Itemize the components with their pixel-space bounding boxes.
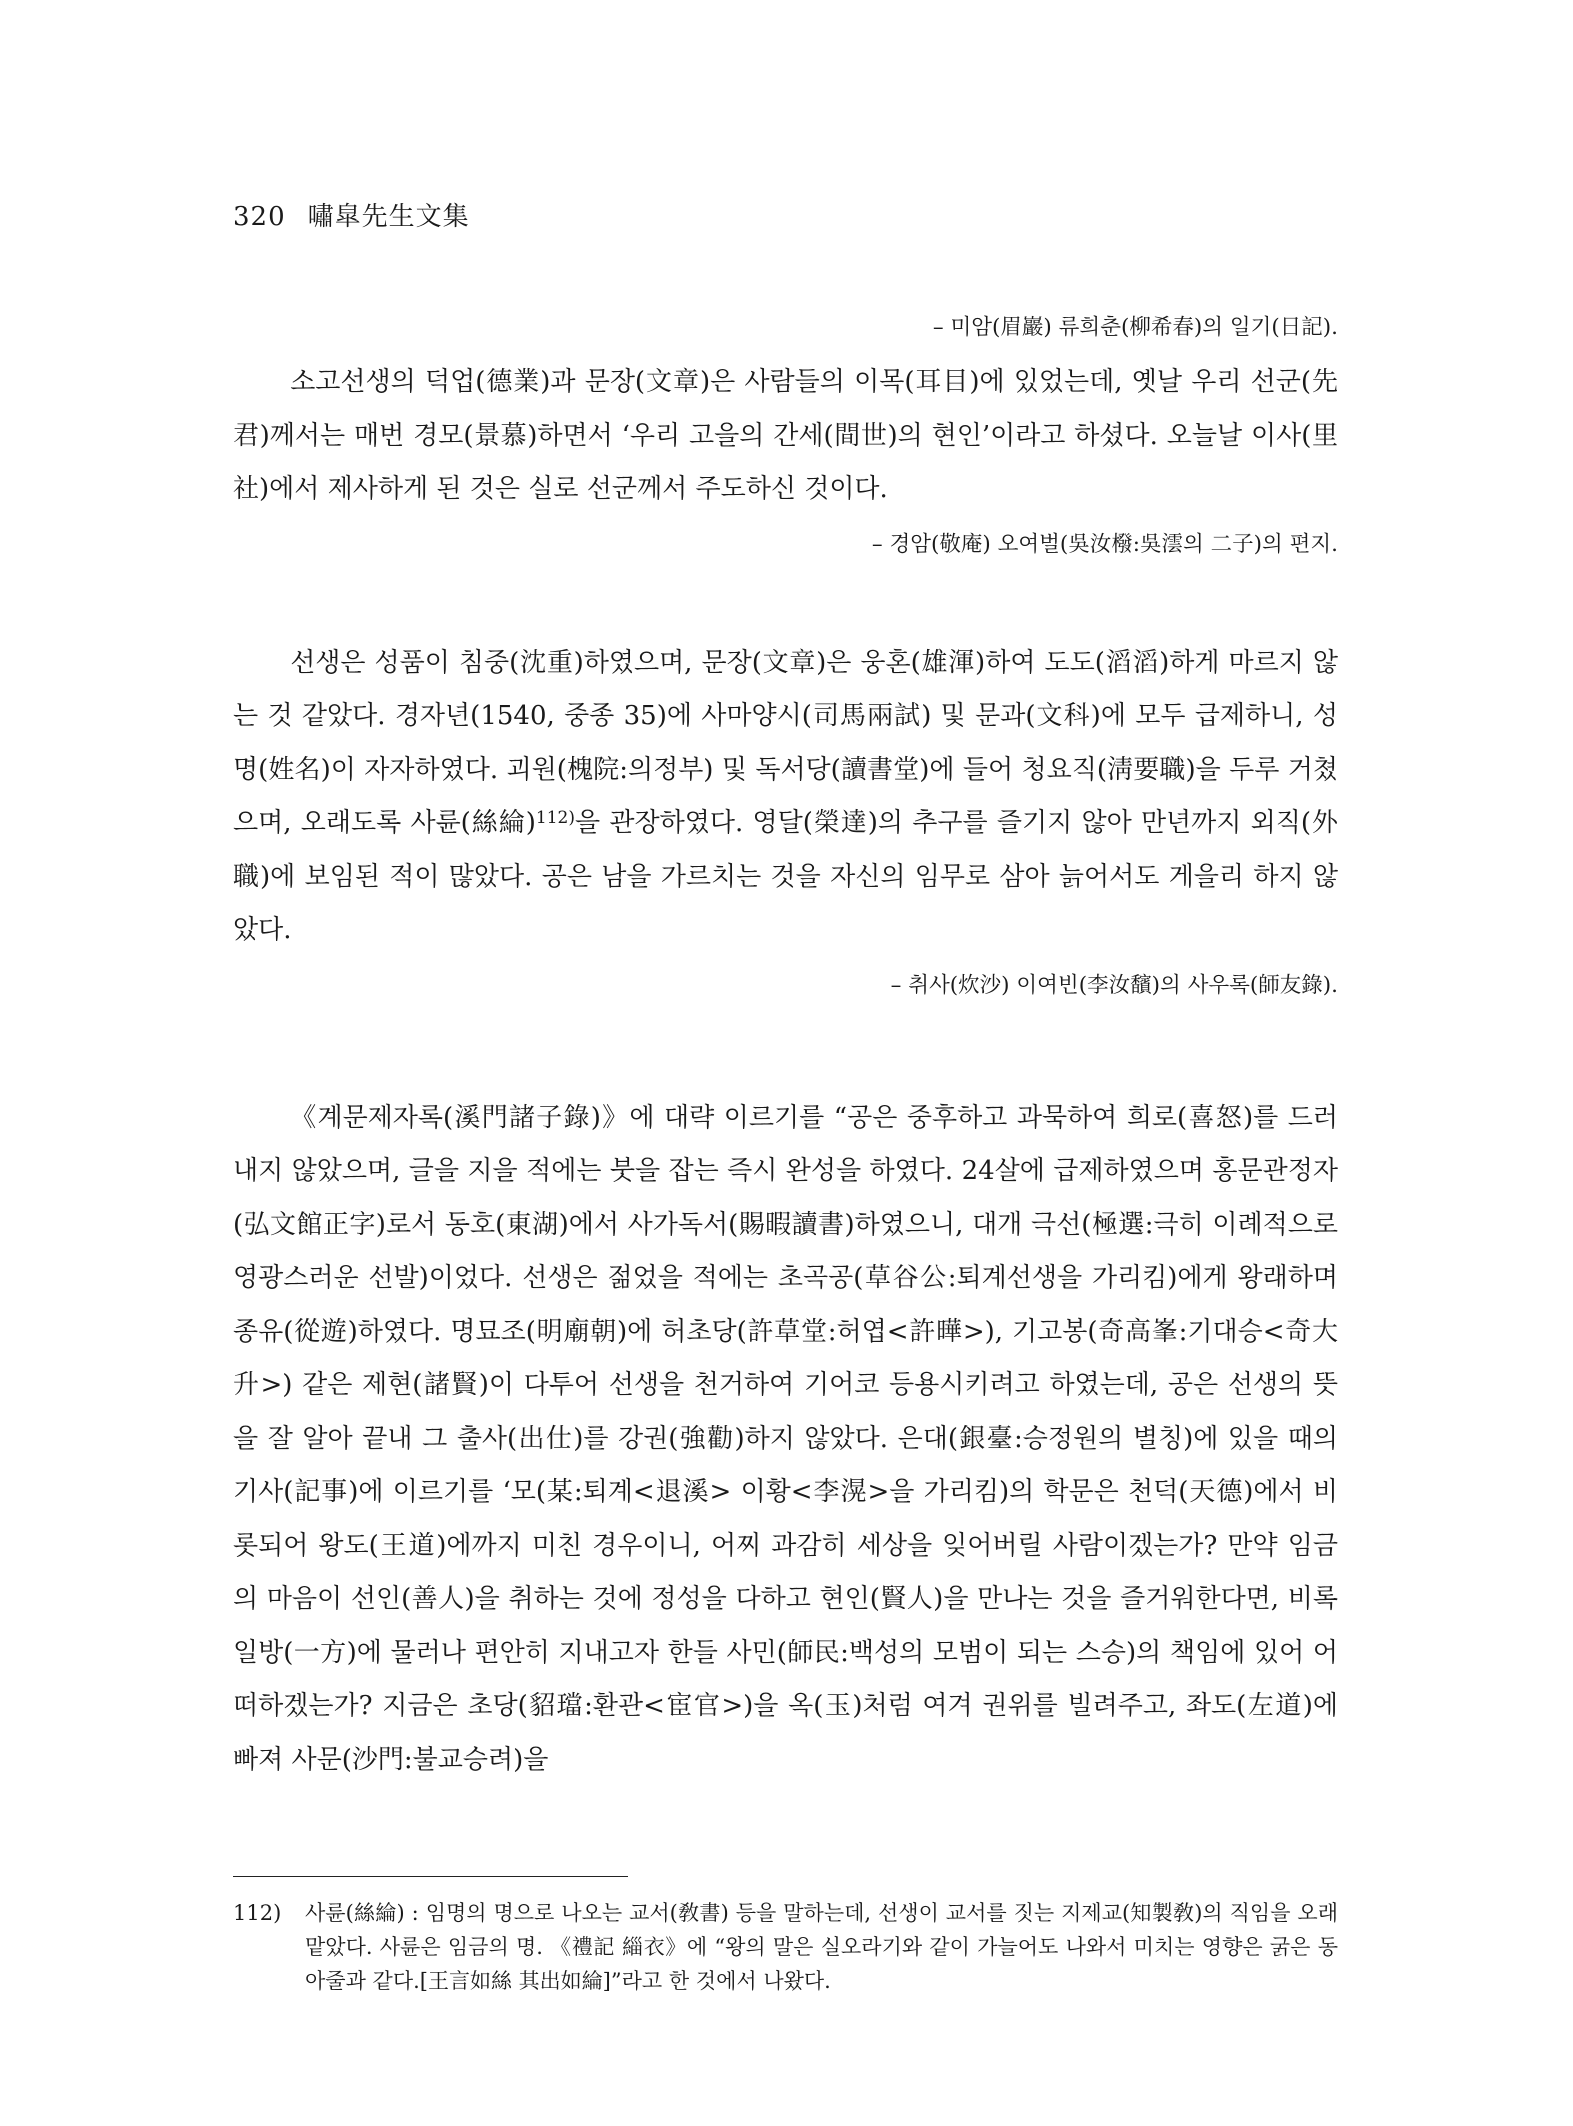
footnote-text: 사륜(絲綸) : 임명의 명으로 나오는 교서(敎書) 등을 말하는데, 선생이 교서를 짓는 지제교(知製敎)의 직임을 오래 맡았다. 사륜은 임금의 명. 《禮記 緇衣》에 “왕의 말은 실오라기와 같이 가늘어도 나와서 미치는 영향은 굵은 동아줄과 같다.[王言如絲 其出如綸]”라고 한 것에서 나왔다. — [305, 1901, 1338, 1993]
page-number: 320 — [233, 202, 286, 232]
footnote-divider — [233, 1876, 628, 1877]
running-header — [233, 196, 470, 233]
paragraph-character-part2: 을 관장하였다. 영달(榮達)의 추구를 즐기지 않아 만년까지 외직(外職)에 보임된 적이 많았다. 공은 남을 가르치는 것을 자신의 임무로 삼아 늙어서도 게을리 하지 않았다. — [233, 808, 1339, 945]
footnote-number: 112) — [233, 1901, 282, 1925]
paragraph-character-part1: 선생은 성품이 침중(沈重)하였으며, 문장(文章)은 웅혼(雄渾)하여 도도(滔滔)하게 마르지 않는 것 같았다. 경자년(1540, 중종 35)에 사마양시(司馬兩試) 및 문과(文科)에 모두 급제하니, 성명(姓名)이 자자하였다. 괴원(槐院:의정부) 및 독서당(讀書堂)에 들어 청요직(淸要職)을 두루 거쳤으며, 오래도록 사륜(絲綸) — [233, 647, 1338, 838]
paragraph-sogo-virtue: 소고선생의 덕업(德業)과 문장(文章)은 사람들의 이목(耳目)에 있었는데, 옛날 우리 선군(先君)께서는 매번 경모(景慕)하면서 ‘우리 고을의 간세(間世)의 현인’이라고 하셨다. 오늘날 이사(里社)에서 제사하게 된 것은 실로 선군께서 주도하신 것이다. — [233, 367, 1338, 504]
attribution-chwisa-record: – 취사(炊沙) 이여빈(李汝馪)의 사우록(師友錄). — [890, 972, 1338, 998]
paragraph-gyemun-record: 《계문제자록(溪門諸子錄)》에 대략 이르기를 “공은 중후하고 과묵하여 희로(喜怒)를 드러내지 않았으며, 글을 지을 적에는 붓을 잡는 즉시 완성을 하였다. 24살에 급제하였으며 홍문관정자(弘文館正字)로서 동호(東湖)에서 사가독서(賜暇讀書)하였으니, 대개 극선(極選:극히 이례적으로 영광스러운 선발)이었다. 선생은 젊었을 적에는 초곡공(草谷公:퇴계선생을 가리킴)에게 왕래하며 종유(從遊)하였다. 명묘조(明廟朝)에 허초당(許草堂:허엽<許曄>), 기고봉(奇高峯:기대승<奇大升>) 같은 제현(諸賢)이 다투어 선생을 천거하여 기어코 등용시키려고 하였는데, 공은 선생의 뜻을 잘 알아 끝내 그 출사(出仕)를 강권(強勸)하지 않았다. 은대(銀臺:승정원의 별칭)에 있을 때의 기사(記事)에 이르기를 ‘모(某:퇴계<退溪> 이황<李滉>을 가리킴)의 학문은 천덕(天德)에서 비롯되어 왕도(王道)에까지 미친 경우이니, 어찌 과감히 세상을 잊어버릴 사람이겠는가? 만약 임금의 마음이 선인(善人)을 취하는 것에 정성을 다하고 현인(賢人)을 만나는 것을 즐거워한다면, 비록 일방(一方)에 물러나 편안히 지내고자 한들 사민(師民:백성의 모범이 되는 스승)의 책임에 있어 어떠하겠는가? 지금은 초당(貂璫:환관<宦官>)을 옥(玉)처럼 여겨 권위를 빌려주고, 좌도(左道)에 빠져 사문(沙門:불교승려)을 — [233, 1102, 1338, 1775]
paragraph-character — [233, 637, 1338, 958]
footnote-reference-112[interactable]: 112) — [535, 808, 576, 828]
footnote-112 — [233, 1896, 1338, 1998]
attribution-miam-diary: – 미암(眉巖) 류희춘(柳希春)의 일기(日記). — [932, 315, 1338, 340]
page-body — [233, 300, 1338, 1787]
attribution-gyeongam-letter: – 경암(敬庵) 오여벌(吳汝橃:吳澐의 二子)의 편지. — [871, 531, 1338, 557]
book-title: 嘯皐先生文集 — [307, 202, 470, 232]
